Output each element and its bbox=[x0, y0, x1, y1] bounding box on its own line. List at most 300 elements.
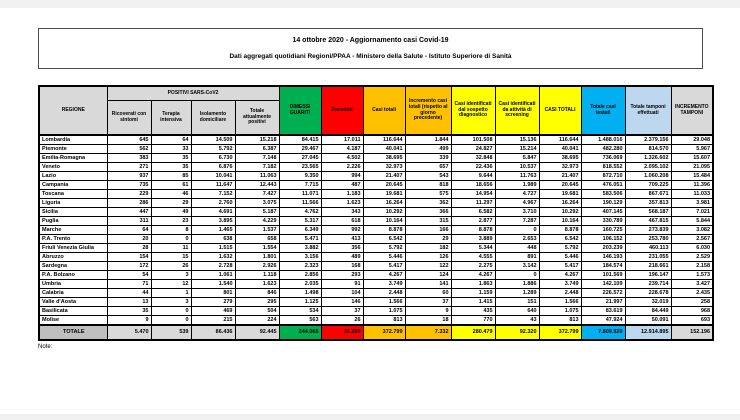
data-cell: 5.967 bbox=[671, 145, 713, 154]
data-cell: 7.427 bbox=[235, 190, 279, 199]
data-cell: 22.436 bbox=[451, 163, 495, 172]
data-cell: 15.214 bbox=[495, 145, 539, 154]
data-cell: 3.749 bbox=[363, 280, 405, 289]
data-cell: 182 bbox=[405, 244, 451, 253]
data-cell: 11 bbox=[151, 244, 191, 253]
data-cell: 5.792 bbox=[363, 244, 405, 253]
data-cell: 638 bbox=[191, 235, 235, 244]
data-cell: 146 bbox=[321, 298, 363, 307]
covid-data-table bbox=[38, 85, 714, 341]
data-cell: 85 bbox=[151, 172, 191, 181]
column-header-5: Casi identificati da attività di screening bbox=[495, 86, 539, 135]
region-cell: Molise bbox=[39, 316, 107, 326]
data-cell: 19.681 bbox=[539, 190, 581, 199]
data-cell: 60 bbox=[405, 289, 451, 298]
data-cell: 872.710 bbox=[581, 172, 625, 181]
data-cell: 172 bbox=[107, 262, 151, 271]
data-cell: 16.264 bbox=[539, 199, 581, 208]
data-cell: 32.019 bbox=[625, 298, 671, 307]
data-cell: 487 bbox=[321, 181, 363, 190]
region-cell: P.A. Bolzano bbox=[39, 271, 107, 280]
column-header-9: INCREMENTO TAMPONI bbox=[671, 86, 713, 135]
data-cell: 271 bbox=[107, 163, 151, 172]
data-cell: 813 bbox=[363, 316, 405, 326]
data-cell: 295 bbox=[235, 298, 279, 307]
data-cell: 640 bbox=[495, 307, 539, 316]
data-cell: 2.379.156 bbox=[625, 135, 671, 145]
data-cell: 35 bbox=[107, 307, 151, 316]
data-cell: 16.264 bbox=[363, 199, 405, 208]
data-cell: 1.498 bbox=[279, 289, 321, 298]
data-cell: 735 bbox=[107, 181, 151, 190]
table-row bbox=[39, 289, 713, 298]
region-cell: P.A. Trento bbox=[39, 235, 107, 244]
data-cell: 24.827 bbox=[451, 145, 495, 154]
data-cell: 35 bbox=[151, 163, 191, 172]
data-cell: 818.552 bbox=[581, 163, 625, 172]
data-cell: 229 bbox=[107, 190, 151, 199]
data-cell: 166 bbox=[405, 226, 451, 235]
data-cell: 104 bbox=[321, 289, 363, 298]
total-label-cell: TOTALE bbox=[39, 325, 107, 340]
data-cell: 258 bbox=[671, 298, 713, 307]
data-cell: 4.229 bbox=[235, 217, 279, 226]
table-row bbox=[39, 298, 713, 307]
table-row bbox=[39, 172, 713, 181]
data-cell: 29.048 bbox=[671, 135, 713, 145]
data-cell: 9 bbox=[405, 307, 451, 316]
data-cell: 239.714 bbox=[625, 280, 671, 289]
column-subheader-2: Isolamento domiciliare bbox=[191, 101, 235, 136]
table-row bbox=[39, 190, 713, 199]
data-cell: 1.863 bbox=[451, 280, 495, 289]
table-row bbox=[39, 163, 713, 172]
data-cell: 992 bbox=[321, 226, 363, 235]
data-cell: 6.030 bbox=[671, 244, 713, 253]
data-cell: 562 bbox=[107, 145, 151, 154]
data-cell: 203.239 bbox=[581, 244, 625, 253]
page-margin-top bbox=[0, 0, 740, 8]
region-cell: Liguria bbox=[39, 199, 107, 208]
data-cell: 3.981 bbox=[671, 199, 713, 208]
data-cell: 11.763 bbox=[495, 172, 539, 181]
data-cell: 2.158 bbox=[671, 262, 713, 271]
data-cell: 224 bbox=[235, 316, 279, 326]
data-cell: 151 bbox=[495, 298, 539, 307]
data-cell: 1.118 bbox=[235, 271, 279, 280]
data-cell: 17.011 bbox=[321, 135, 363, 145]
data-cell: 693 bbox=[671, 316, 713, 326]
data-cell: 10.041 bbox=[191, 172, 235, 181]
data-cell: 21.407 bbox=[539, 172, 581, 181]
data-cell: 228.678 bbox=[625, 289, 671, 298]
data-cell: 10.164 bbox=[539, 217, 581, 226]
data-cell: 286 bbox=[107, 199, 151, 208]
data-cell: 23 bbox=[151, 217, 191, 226]
column-group-header-positivi: POSITIVI SARS-CoV2 bbox=[107, 86, 279, 101]
table-row bbox=[39, 271, 713, 280]
data-cell: 50.091 bbox=[625, 316, 671, 326]
total-data-cell: 7.332 bbox=[405, 325, 451, 340]
data-cell: 23.565 bbox=[279, 163, 321, 172]
data-cell: 38.695 bbox=[363, 154, 405, 163]
data-cell: 5.344 bbox=[451, 244, 495, 253]
data-cell: 35 bbox=[151, 154, 191, 163]
data-cell: 357.813 bbox=[625, 199, 671, 208]
data-cell: 154 bbox=[107, 253, 151, 262]
column-header-1: Deceduti bbox=[321, 86, 363, 135]
data-cell: 21.095 bbox=[671, 163, 713, 172]
data-cell: 1.623 bbox=[235, 280, 279, 289]
data-cell: 20.645 bbox=[539, 181, 581, 190]
total-data-cell: 92.320 bbox=[495, 325, 539, 340]
data-cell: 2.275 bbox=[451, 262, 495, 271]
total-row bbox=[39, 325, 713, 340]
data-cell: 116.644 bbox=[363, 135, 405, 145]
data-cell: 253.780 bbox=[625, 235, 671, 244]
data-cell: 3.082 bbox=[671, 226, 713, 235]
data-cell: 330.789 bbox=[581, 217, 625, 226]
data-cell: 3.156 bbox=[279, 253, 321, 262]
data-cell: 7.148 bbox=[235, 154, 279, 163]
column-header-0: DIMESSI GUARITI bbox=[279, 86, 321, 135]
data-cell: 84.449 bbox=[625, 307, 671, 316]
data-cell: 5.417 bbox=[363, 262, 405, 271]
data-cell: 160.725 bbox=[581, 226, 625, 235]
data-cell: 146.193 bbox=[581, 253, 625, 262]
data-cell: 21.407 bbox=[363, 172, 405, 181]
data-cell: 3 bbox=[151, 271, 191, 280]
data-cell: 61 bbox=[151, 181, 191, 190]
data-cell: 2.653 bbox=[495, 235, 539, 244]
data-cell: 49 bbox=[151, 208, 191, 217]
total-data-cell: 86.436 bbox=[191, 325, 235, 340]
data-cell: 5.792 bbox=[191, 145, 235, 154]
data-cell: 814.570 bbox=[625, 145, 671, 154]
data-cell: 818 bbox=[405, 181, 451, 190]
data-cell: 11.647 bbox=[191, 181, 235, 190]
data-cell: 29 bbox=[405, 235, 451, 244]
table-row bbox=[39, 154, 713, 163]
table-row bbox=[39, 235, 713, 244]
data-cell: 40.041 bbox=[539, 145, 581, 154]
data-cell: 9 bbox=[107, 316, 151, 326]
table-row bbox=[39, 244, 713, 253]
data-cell: 8 bbox=[151, 226, 191, 235]
table-row bbox=[39, 226, 713, 235]
data-cell: 311 bbox=[107, 217, 151, 226]
data-cell: 28 bbox=[107, 244, 151, 253]
data-cell: 383 bbox=[107, 154, 151, 163]
column-header-4: Casi identificati dal sospetto diagnostico bbox=[451, 86, 495, 135]
data-cell: 83.619 bbox=[581, 307, 625, 316]
data-cell: 7.715 bbox=[279, 181, 321, 190]
data-cell: 5.417 bbox=[539, 262, 581, 271]
data-cell: 47.924 bbox=[581, 316, 625, 326]
data-cell: 2.567 bbox=[671, 235, 713, 244]
data-cell: 91 bbox=[321, 280, 363, 289]
data-cell: 11.566 bbox=[279, 199, 321, 208]
data-cell: 6.387 bbox=[235, 145, 279, 154]
data-cell: 3 bbox=[151, 298, 191, 307]
table-row bbox=[39, 280, 713, 289]
data-cell: 215 bbox=[191, 316, 235, 326]
data-cell: 4.555 bbox=[451, 253, 495, 262]
data-cell: 1.488.016 bbox=[581, 135, 625, 145]
data-cell: 362 bbox=[405, 199, 451, 208]
data-cell: 0 bbox=[151, 316, 191, 326]
data-cell: 476.051 bbox=[581, 181, 625, 190]
data-cell: 10.537 bbox=[495, 163, 539, 172]
data-cell: 1 bbox=[151, 289, 191, 298]
data-cell: 10.292 bbox=[363, 208, 405, 217]
region-cell: Valle d'Aosta bbox=[39, 298, 107, 307]
data-cell: 1.566 bbox=[363, 298, 405, 307]
table-row bbox=[39, 181, 713, 190]
data-cell: 7.021 bbox=[671, 208, 713, 217]
data-cell: 366 bbox=[405, 208, 451, 217]
data-cell: 2.529 bbox=[671, 253, 713, 262]
total-data-cell: 92.445 bbox=[235, 325, 279, 340]
data-cell: 1.573 bbox=[671, 271, 713, 280]
data-cell: 4.691 bbox=[191, 208, 235, 217]
data-cell: 26 bbox=[151, 262, 191, 271]
data-cell: 184.574 bbox=[581, 262, 625, 271]
data-cell: 1.554 bbox=[235, 244, 279, 253]
data-cell: 1.801 bbox=[235, 253, 279, 262]
data-cell: 122 bbox=[405, 262, 451, 271]
data-cell: 15.218 bbox=[235, 135, 279, 145]
data-cell: 218.661 bbox=[625, 262, 671, 271]
report-title: 14 ottobre 2020 - Aggiornamento casi Covid-19 bbox=[292, 37, 449, 45]
data-cell: 1.060.208 bbox=[625, 172, 671, 181]
data-cell: 2.448 bbox=[363, 289, 405, 298]
data-cell: 504 bbox=[235, 307, 279, 316]
data-cell: 14.954 bbox=[451, 190, 495, 199]
data-cell: 5.792 bbox=[539, 244, 581, 253]
data-cell: 4.267 bbox=[451, 271, 495, 280]
data-cell: 18.656 bbox=[451, 181, 495, 190]
data-cell: 5.446 bbox=[539, 253, 581, 262]
data-cell: 11.071 bbox=[279, 190, 321, 199]
data-cell: 407.145 bbox=[581, 208, 625, 217]
data-cell: 460.113 bbox=[625, 244, 671, 253]
data-cell: 1.540 bbox=[191, 280, 235, 289]
data-cell: 26 bbox=[321, 316, 363, 326]
data-cell: 1.566 bbox=[539, 298, 581, 307]
data-cell: 1.075 bbox=[539, 307, 581, 316]
region-cell: Basilicata bbox=[39, 307, 107, 316]
data-cell: 0 bbox=[151, 307, 191, 316]
data-cell: 1.125 bbox=[279, 298, 321, 307]
region-cell: Lazio bbox=[39, 172, 107, 181]
data-cell: 64 bbox=[151, 135, 191, 145]
data-cell: 0 bbox=[495, 226, 539, 235]
data-cell: 1.632 bbox=[191, 253, 235, 262]
data-cell: 867.671 bbox=[625, 190, 671, 199]
data-cell: 1.515 bbox=[191, 244, 235, 253]
data-cell: 293 bbox=[321, 271, 363, 280]
data-cell: 575 bbox=[405, 190, 451, 199]
total-data-cell: 280.479 bbox=[451, 325, 495, 340]
data-cell: 657 bbox=[405, 163, 451, 172]
data-cell: 6.876 bbox=[191, 163, 235, 172]
data-cell: 11.297 bbox=[451, 199, 495, 208]
data-cell: 54 bbox=[107, 271, 151, 280]
data-cell: 4.967 bbox=[495, 199, 539, 208]
data-cell: 37 bbox=[321, 307, 363, 316]
data-cell: 196.147 bbox=[625, 271, 671, 280]
data-cell: 5.317 bbox=[279, 217, 321, 226]
data-cell: 7.152 bbox=[191, 190, 235, 199]
data-cell: 168 bbox=[321, 262, 363, 271]
data-cell: 709.225 bbox=[625, 181, 671, 190]
data-cell: 3.142 bbox=[495, 262, 539, 271]
data-cell: 3.895 bbox=[191, 217, 235, 226]
data-cell: 9.350 bbox=[279, 172, 321, 181]
data-cell: 12 bbox=[151, 280, 191, 289]
data-cell: 20 bbox=[107, 235, 151, 244]
region-cell: Puglia bbox=[39, 217, 107, 226]
data-cell: 64 bbox=[107, 226, 151, 235]
data-cell: 5.847 bbox=[495, 154, 539, 163]
data-cell: 469 bbox=[191, 307, 235, 316]
data-cell: 937 bbox=[107, 172, 151, 181]
data-cell: 40.041 bbox=[363, 145, 405, 154]
data-cell: 315 bbox=[405, 217, 451, 226]
region-cell: Piemonte bbox=[39, 145, 107, 154]
data-cell: 46 bbox=[151, 190, 191, 199]
data-cell: 126 bbox=[405, 253, 451, 262]
data-cell: 273.839 bbox=[625, 226, 671, 235]
data-cell: 44 bbox=[107, 289, 151, 298]
data-cell: 534 bbox=[279, 307, 321, 316]
data-cell: 142.109 bbox=[581, 280, 625, 289]
region-cell: Abruzzo bbox=[39, 253, 107, 262]
data-cell: 3.075 bbox=[235, 199, 279, 208]
table-row bbox=[39, 262, 713, 271]
data-cell: 7.287 bbox=[495, 217, 539, 226]
data-cell: 9.644 bbox=[451, 172, 495, 181]
data-cell: 11.033 bbox=[671, 190, 713, 199]
data-cell: 2.877 bbox=[451, 217, 495, 226]
data-cell: 43 bbox=[495, 316, 539, 326]
data-cell: 1.326.602 bbox=[625, 154, 671, 163]
data-cell: 6.542 bbox=[539, 235, 581, 244]
data-cell: 618 bbox=[321, 217, 363, 226]
column-subheader-3: Totale attualmente positivi bbox=[235, 101, 279, 136]
data-cell: 2.095.102 bbox=[625, 163, 671, 172]
data-cell: 29 bbox=[151, 199, 191, 208]
region-cell: Umbria bbox=[39, 280, 107, 289]
data-cell: 32.973 bbox=[539, 163, 581, 172]
region-cell: Emilia-Romagna bbox=[39, 154, 107, 163]
data-cell: 0 bbox=[495, 271, 539, 280]
data-cell: 658 bbox=[235, 235, 279, 244]
data-cell: 568.187 bbox=[625, 208, 671, 217]
data-cell: 4.762 bbox=[279, 208, 321, 217]
data-cell: 5.844 bbox=[671, 217, 713, 226]
data-cell: 645 bbox=[107, 135, 151, 145]
data-cell: 8.878 bbox=[539, 226, 581, 235]
data-cell: 356 bbox=[321, 244, 363, 253]
data-cell: 7.182 bbox=[235, 163, 279, 172]
data-cell: 10.292 bbox=[539, 208, 581, 217]
data-cell: 8.878 bbox=[363, 226, 405, 235]
total-data-cell: 36.289 bbox=[321, 325, 363, 340]
data-cell: 435 bbox=[451, 307, 495, 316]
data-cell: 1.183 bbox=[321, 190, 363, 199]
data-cell: 1.623 bbox=[321, 199, 363, 208]
total-data-cell: 244.065 bbox=[279, 325, 321, 340]
data-cell: 13 bbox=[107, 298, 151, 307]
column-header-regione: REGIONE bbox=[39, 86, 107, 135]
data-cell: 27.045 bbox=[279, 154, 321, 163]
total-data-cell: 539 bbox=[151, 325, 191, 340]
data-cell: 231.055 bbox=[625, 253, 671, 262]
data-cell: 84.415 bbox=[279, 135, 321, 145]
data-cell: 968 bbox=[671, 307, 713, 316]
data-cell: 29.467 bbox=[279, 145, 321, 154]
data-cell: 563 bbox=[279, 316, 321, 326]
data-cell: 4.727 bbox=[495, 190, 539, 199]
data-cell: 482.280 bbox=[581, 145, 625, 154]
column-subheader-0: Ricoverati con sintomi bbox=[107, 101, 151, 136]
data-cell: 33 bbox=[151, 145, 191, 154]
data-cell: 801 bbox=[191, 289, 235, 298]
data-cell: 11.396 bbox=[671, 181, 713, 190]
data-cell: 101.508 bbox=[451, 135, 495, 145]
region-cell: Marche bbox=[39, 226, 107, 235]
data-cell: 3.427 bbox=[671, 280, 713, 289]
data-cell: 994 bbox=[321, 172, 363, 181]
data-cell: 124 bbox=[405, 271, 451, 280]
data-cell: 1.159 bbox=[451, 289, 495, 298]
data-cell: 190.129 bbox=[581, 199, 625, 208]
data-cell: 1.289 bbox=[495, 289, 539, 298]
data-cell: 2.448 bbox=[539, 289, 581, 298]
data-cell: 116.644 bbox=[539, 135, 581, 145]
data-cell: 2.323 bbox=[279, 262, 321, 271]
region-cell: Sardegna bbox=[39, 262, 107, 271]
data-cell: 21.997 bbox=[581, 298, 625, 307]
column-header-7: Totale casi testati bbox=[581, 86, 625, 135]
data-cell: 2.435 bbox=[671, 289, 713, 298]
data-cell: 1.886 bbox=[495, 280, 539, 289]
data-cell: 4.502 bbox=[321, 154, 363, 163]
data-cell: 19.681 bbox=[363, 190, 405, 199]
table-row bbox=[39, 135, 713, 145]
data-cell: 1.989 bbox=[495, 181, 539, 190]
data-cell: 2.728 bbox=[191, 262, 235, 271]
data-cell: 891 bbox=[495, 253, 539, 262]
data-cell: 226.572 bbox=[581, 289, 625, 298]
table-row bbox=[39, 253, 713, 262]
data-cell: 2.035 bbox=[279, 280, 321, 289]
data-cell: 8.878 bbox=[451, 226, 495, 235]
data-cell: 18 bbox=[405, 316, 451, 326]
data-cell: 413 bbox=[321, 235, 363, 244]
total-data-cell: 5.470 bbox=[107, 325, 151, 340]
data-cell: 106.152 bbox=[581, 235, 625, 244]
data-cell: 499 bbox=[405, 145, 451, 154]
data-cell: 339 bbox=[405, 154, 451, 163]
data-cell: 0 bbox=[151, 235, 191, 244]
data-cell: 3.710 bbox=[495, 208, 539, 217]
data-cell: 2.926 bbox=[235, 262, 279, 271]
data-cell: 813 bbox=[539, 316, 581, 326]
table-row bbox=[39, 316, 713, 326]
